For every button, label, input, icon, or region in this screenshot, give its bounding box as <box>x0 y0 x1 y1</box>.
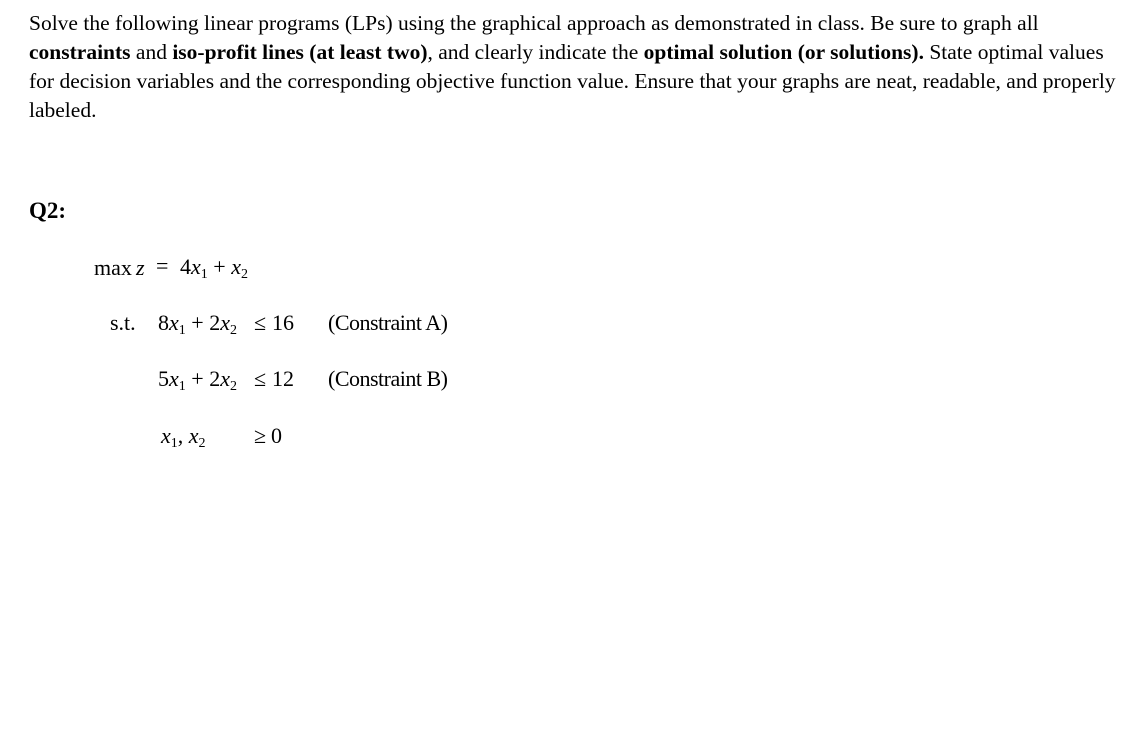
instructions-paragraph <box>29 9 1119 125</box>
constraint-b-expression: $5x_1 + 2x_2$ <box>158 366 237 394</box>
constraint-b-name: (Constraint B) <box>328 366 448 391</box>
instructions-text-2: and <box>130 40 173 64</box>
constraint-a-name: (Constraint A) <box>328 310 448 335</box>
instructions-text-4: State optimal values for decision variables and the corresponding objective function value. Ensure that your graphs are neat, readable, and properly labeled. <box>29 40 1116 122</box>
objective-equals: = <box>156 253 169 278</box>
constraint-b-relation: ≤ <box>254 366 267 391</box>
objective-expression: $4x_1 + x_2$ <box>180 254 248 282</box>
constraint-a-expression: $8x_1 + 2x_2$ <box>158 310 237 338</box>
nonnegativity-relation: ≥ <box>254 423 267 448</box>
instructions-bold-constraints: constraints <box>29 40 131 64</box>
objective-variable: z <box>136 255 145 280</box>
subject-to-label: s.t. <box>110 310 136 335</box>
objective-prefix: max <box>94 255 132 280</box>
nonnegativity-rhs: 0 <box>271 423 282 448</box>
instructions-bold-optimal: optimal solution (or solutions). <box>643 40 924 64</box>
nonnegativity-variables: $x_1$, $x_2$ <box>161 423 206 451</box>
constraint-a-relation: ≤ <box>254 310 267 335</box>
constraint-a-rhs: 16 <box>272 310 294 335</box>
instructions-text-1: Solve the following linear programs (LPs) using the graphical approach as demonstrated in class. Be sure to graph all <box>29 11 1039 35</box>
instructions-bold-iso-profit: iso-profit lines (at least two) <box>172 40 428 64</box>
instructions-text-3: , and clearly indicate the <box>427 40 644 64</box>
constraint-b-rhs: 12 <box>272 366 294 391</box>
question-label: Q2: <box>29 198 67 223</box>
